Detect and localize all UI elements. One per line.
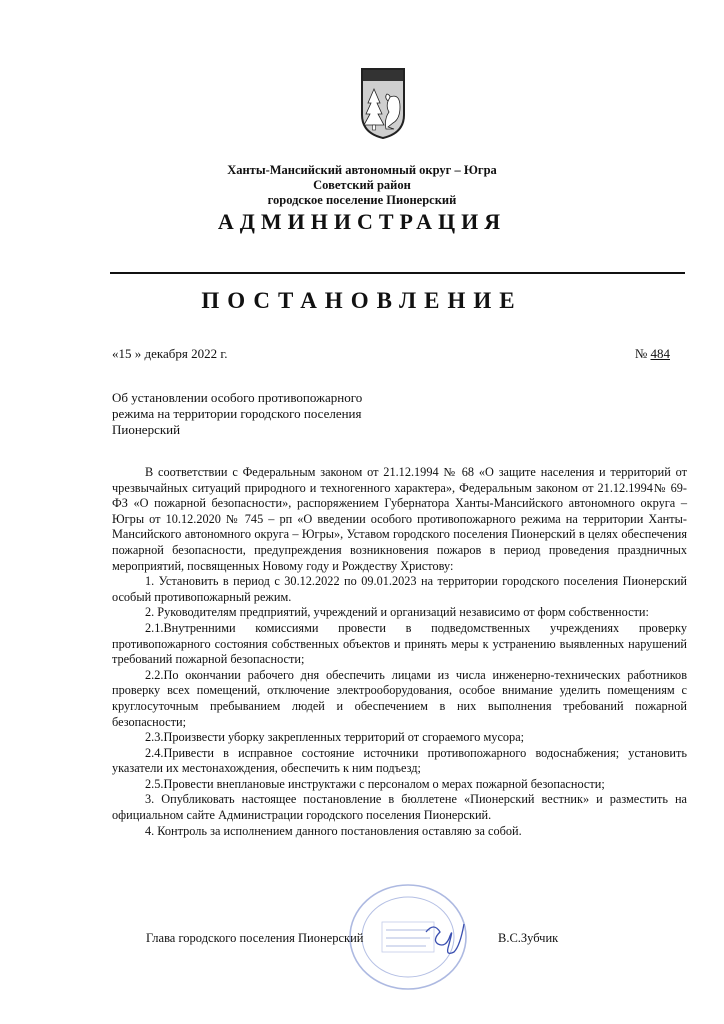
clause-2-5: 2.5.Провести внеплановые инструктажи с персоналом о мерах пожарной безопасности; [145,776,605,791]
clause-2-1: 2.1.Внутренними комиссиями провести в подведомственных учреждениях проверку противопожарного состояния собственных объектов и принять меры к устранению выявленных нарушений требований пожарной безопасности; [112,620,687,667]
district-name: Советский район [313,178,411,192]
subject-line: режима на территории городского поселения [112,406,362,421]
header-divider [110,272,685,274]
settlement-name: городское поселение Пионерский [267,193,457,207]
clause-3: 3. Опубликовать настоящее постановление в бюллетене «Пионерский вестник» и разместить на официальном сайте Администрации городского поселения Пионерский. [112,792,687,823]
document-number [635,346,670,362]
clause-2-3: 2.3.Произвести уборку закрепленных территорий от сгораемого мусора; [145,730,525,745]
document-body [112,465,687,839]
document-date: «15 » декабря 2022 г. [112,346,228,361]
clause-2-4: 2.4.Привести в исправное состояние источники противопожарного водоснабжения; установить указатели их местонахождения, обеспечить к ним подъезд; [112,745,687,776]
document-subject [112,390,412,438]
clause-4: 4. Контроль за исполнением данного постановления оставляю за собой. [145,823,522,838]
number-prefix: № [634,346,648,361]
administration-title: АДМИНИСТРАЦИЯ [217,209,507,234]
coat-of-arms-emblem [360,67,406,140]
signatory-name: В.С.Зубчик [498,931,559,945]
subject-line: Об установлении особого противопожарного [112,390,363,405]
handwritten-signature [420,918,470,958]
signatory-position: Глава городского поселения Пионерский [146,931,364,945]
region-name: Ханты-Мансийский автономный округ – Югра [227,163,497,177]
clause-2-2: 2.2.По окончании рабочего дня обеспечить лицами из числа инженерно-технических работников проверку всех помещений, отключение электрооборудования, особое внимание уделить помещениям с круглосуточным пребыванием людей и обеспечением в них выполнения требований пожарной безопасности; [112,667,687,729]
clause-1: 1. Установить в период с 30.12.2022 по 09.01.2023 на территории городского поселения Пионерский особый противопожарный режим. [112,574,687,604]
preamble-paragraph: В соответствии с Федеральным законом от 21.12.1994 № 68 «О защите населения и территорий от чрезвычайных ситуаций природного и техногенного характера», Федеральным законом от 21.12.1994№ 69-ФЗ «О пожарной безопасности», распоряжением Губернатора Ханты-Мансийского автономного округа – Югры от 10.12.2020 № 745 – рп «О введении особого противопожарного режима на территории Ханты-Мансийского автономного округа – Югры», Уставом городского поселения Пионерский в целях обеспечения пожарной безопасности, предупреждения возникновения пожаров в период проведения праздничных мероприятий, посвященных Новому году и Рождеству Христову: [112,465,687,573]
clause-2: 2. Руководителям предприятий, учреждений и организаций независимо от форм собственности: [145,605,649,620]
subject-line: Пионерский [112,422,181,437]
document-type-title: ПОСТАНОВЛЕНИЕ [201,288,523,313]
number-value: 484 [650,346,670,361]
